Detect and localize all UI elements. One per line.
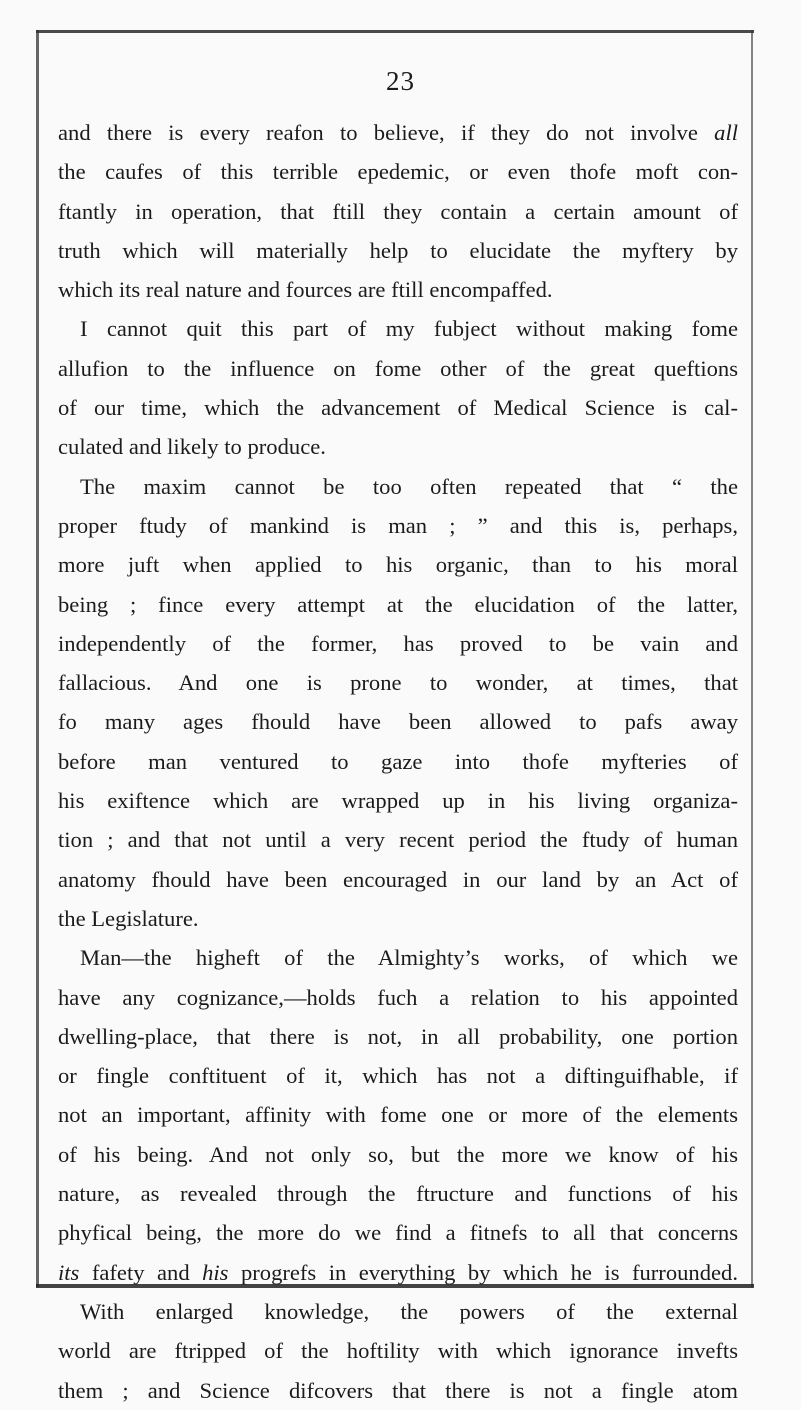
text-run: before man ventured to gaze into thofe myfteries of: [58, 748, 738, 774]
text-run: nature, as revealed through the ftructure and functions of his: [58, 1181, 738, 1207]
text-line: [58, 1292, 738, 1331]
text-run: fafety and: [79, 1259, 203, 1285]
text-line: [58, 1174, 738, 1213]
text-line: [58, 427, 738, 466]
italic-text: his: [202, 1259, 229, 1285]
text-run: Man—the higheft of the Almighty’s works, of which we: [80, 945, 738, 971]
text-line: [58, 192, 738, 231]
text-run: progrefs in everything by which he is furrounded.: [228, 1259, 738, 1285]
text-run: his exiftence which are wrapped up in his living organiza-: [58, 788, 738, 814]
text-run: ftantly in operation, that ftill they contain a certain amount of: [58, 198, 738, 224]
italic-text: all: [714, 120, 738, 145]
text-line: [58, 899, 738, 938]
text-line: [58, 781, 738, 820]
text-line: [58, 1017, 738, 1056]
scan-border-top: [36, 30, 754, 33]
text-line: [58, 506, 738, 545]
text-line: [58, 1331, 738, 1370]
text-run: them ; and Science difcovers that there is not a fingle atom: [58, 1377, 738, 1403]
text-line: [58, 1371, 738, 1410]
text-run: more juft when applied to his organic, than to his moral: [58, 552, 738, 578]
text-run: world are ftripped of the hoftility with which ignorance invefts: [58, 1338, 738, 1364]
text-line: [58, 309, 738, 348]
text-line: [58, 820, 738, 859]
page-number: 23: [386, 66, 415, 96]
text-run: have any cognizance,—holds fuch a relation to his appointed: [58, 984, 738, 1010]
text-line: [58, 663, 738, 702]
text-line: [58, 270, 738, 309]
text-run: the caufes of this terrible epedemic, or even thofe moft con-: [58, 159, 738, 185]
text-run: I cannot quit this part of my fubject without making fome: [80, 316, 738, 342]
text-run: the Legislature.: [58, 905, 199, 931]
text-line: [58, 152, 738, 191]
text-run: phyfical being, the more do we find a fitnefs to all that concerns: [58, 1220, 738, 1246]
text-line: [58, 978, 738, 1017]
text-line: [58, 1253, 738, 1292]
text-run: being ; fince every attempt at the elucidation of the latter,: [58, 591, 738, 617]
text-line: [58, 1213, 738, 1252]
text-run: The maxim cannot be too often repeated that “ the: [80, 473, 738, 499]
text-run: culated and likely to produce.: [58, 434, 326, 460]
text-run: proper ftudy of mankind is man ; ” and this is, perhaps,: [58, 512, 738, 538]
text-run: not an important, affinity with fome one or more of the elements: [58, 1102, 738, 1128]
text-line: [58, 388, 738, 427]
text-run: allufion to the influence on fome other of the great queftions: [58, 355, 738, 381]
text-line: [58, 1095, 738, 1134]
text-line: [58, 585, 738, 624]
text-run: truth which will materially help to elucidate the myftery by: [58, 237, 738, 263]
text-line: [58, 231, 738, 270]
text-line: [58, 1135, 738, 1174]
text-line: [58, 1056, 738, 1095]
text-run: fo many ages fhould have been allowed to pafs away: [58, 709, 738, 735]
text-run: With enlarged knowledge, the powers of the external: [80, 1298, 738, 1324]
text-line: [58, 860, 738, 899]
scan-border-right: [751, 30, 753, 1287]
text-run: fallacious. And one is prone to wonder, at times, that: [58, 670, 738, 696]
text-line: [58, 702, 738, 741]
text-run: of our time, which the advancement of Medical Science is cal-: [58, 395, 738, 421]
text-run: dwelling-place, that there is not, in all probability, one portion: [58, 1023, 738, 1049]
text-run: or fingle conftituent of it, which has not a diftinguifhable, if: [58, 1063, 738, 1089]
text-run: anatomy fhould have been encouraged in our land by an Act of: [58, 866, 738, 892]
scan-border-left: [36, 30, 39, 1287]
text-line: [58, 742, 738, 781]
text-line: [58, 467, 738, 506]
text-line: [58, 113, 738, 152]
text-run: and there is every reafon to believe, if they do not involve: [58, 120, 715, 145]
text-run: independently of the former, has proved to be vain and: [58, 630, 738, 656]
text-line: [58, 349, 738, 388]
text-line: [58, 938, 738, 977]
text-line: [58, 624, 738, 663]
text-run: of his being. And not only so, but the more we know of his: [58, 1141, 738, 1167]
text-run: tion ; and that not until a very recent period the ftudy of human: [58, 827, 738, 853]
italic-text: its: [58, 1259, 80, 1285]
text-run: which its real nature and fources are ftill encompaffed.: [58, 277, 553, 303]
body-text: [58, 113, 738, 1410]
text-line: [58, 545, 738, 584]
